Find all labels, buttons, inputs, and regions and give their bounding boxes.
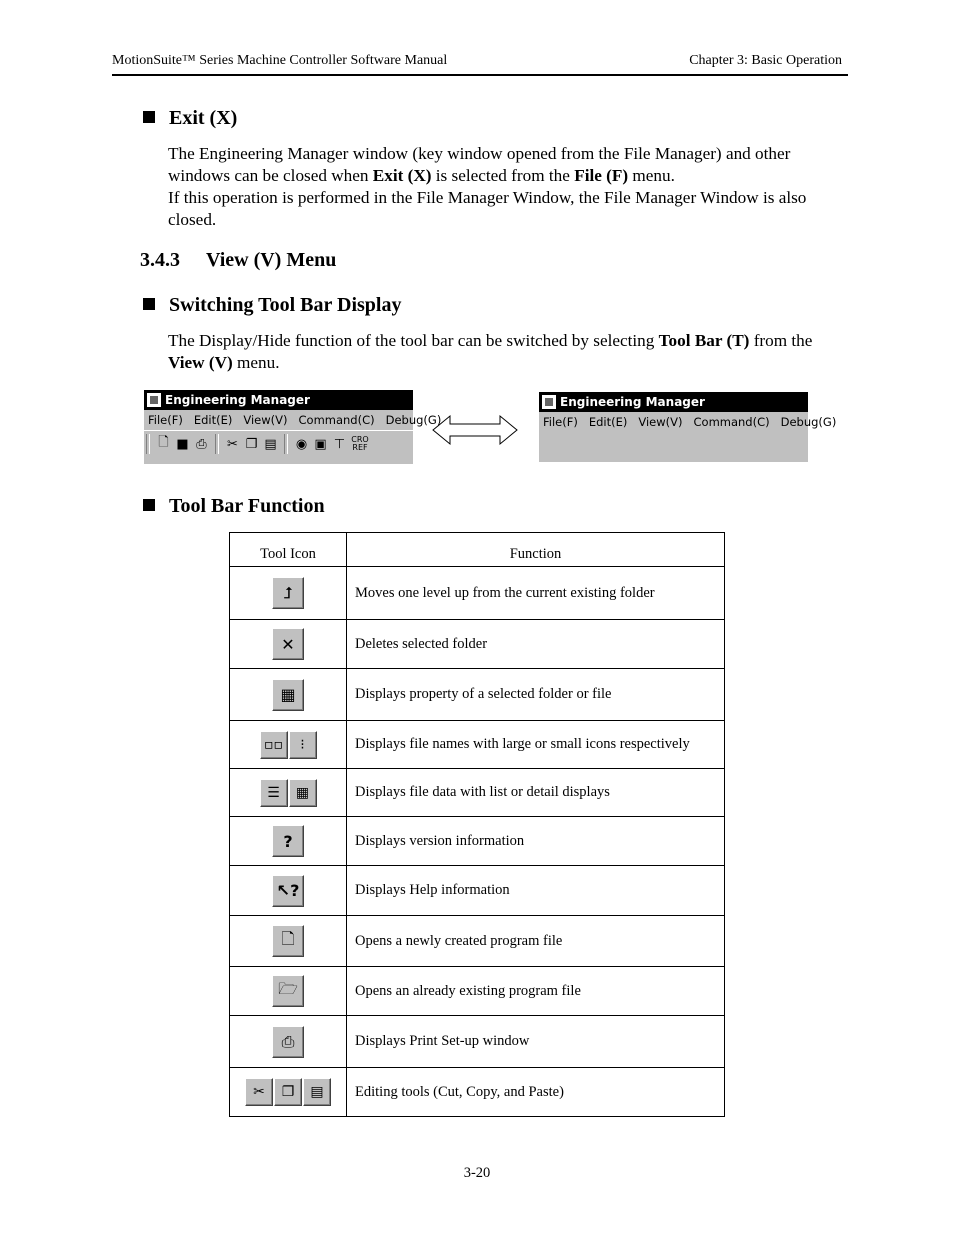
header-rule xyxy=(112,74,848,76)
open-file-icon: 🗁 xyxy=(272,975,304,1007)
menu-bar xyxy=(539,412,837,432)
exit-paragraph: The Engineering Manager window (key window opened from the File Manager) and other windows can be closed when Exit (X) is selected from the File (F) menu. If this operation is performed in the File Manager Window, the File Manager Window is also closed. xyxy=(168,144,807,229)
copy-icon: ❐ xyxy=(274,1078,302,1106)
function-cell: Displays file data with list or detail displays xyxy=(347,769,725,817)
table-row xyxy=(230,817,725,866)
switching-heading: Switching Tool Bar Display xyxy=(143,294,401,317)
table-row xyxy=(230,967,725,1016)
app-icon xyxy=(147,393,161,407)
menu-view[interactable]: View(V) xyxy=(243,413,288,427)
exit-heading: Exit (X) xyxy=(143,107,237,130)
menu-bar xyxy=(144,410,442,430)
large-icons-icon: ▫▫ xyxy=(260,731,288,759)
function-cell: Deletes selected folder xyxy=(347,620,725,669)
cut-icon: ✂ xyxy=(245,1078,273,1106)
toolbar-function-table xyxy=(229,532,725,1117)
column-header-tool-icon: Tool Icon xyxy=(230,533,347,567)
table-row xyxy=(230,769,725,817)
detail-icon: ▦ xyxy=(289,779,317,807)
cut-icon[interactable]: ✂ xyxy=(227,436,238,452)
function-cell: Displays Print Set-up window xyxy=(347,1016,725,1068)
function-cell: Displays Help information xyxy=(347,866,725,916)
switching-paragraph: The Display/Hide function of the tool bar can be switched by selecting Tool Bar (T) from the View (V) menu. xyxy=(168,331,813,372)
version-icon: ? xyxy=(272,825,304,857)
print-icon: ⎙ xyxy=(272,1026,304,1058)
running-header-title: MotionSuite™ Series Machine Controller Software Manual xyxy=(112,53,448,68)
compile-icon[interactable]: ◉ xyxy=(295,436,308,452)
function-cell: Moves one level up from the current existing folder xyxy=(347,567,725,620)
small-icons-icon: ⁝ xyxy=(289,731,317,759)
screenshot-with-toolbar xyxy=(144,390,442,464)
function-cell: Opens a newly created program file xyxy=(347,916,725,967)
menu-edit[interactable]: Edit(E) xyxy=(588,415,628,429)
table-row xyxy=(230,1068,725,1117)
square-bullet-icon xyxy=(143,499,155,511)
function-cell: Editing tools (Cut, Copy, and Paste) xyxy=(347,1068,725,1117)
page-number: 3-20 xyxy=(463,1165,491,1181)
function-cell: Opens an already existing program file xyxy=(347,967,725,1016)
cut-copy-paste-icon xyxy=(230,1068,347,1117)
properties-icon: ▦ xyxy=(272,679,304,711)
toolbar-grip xyxy=(146,434,150,454)
copy-icon[interactable]: ❐ xyxy=(245,436,258,452)
toolbar-separator xyxy=(284,434,288,454)
square-bullet-icon xyxy=(143,298,155,310)
folder-up-icon: ⮥ xyxy=(272,577,304,609)
table-row xyxy=(230,567,725,620)
table-row xyxy=(230,620,725,669)
menu-debug[interactable]: Debug(G) xyxy=(780,415,837,429)
menu-file[interactable]: File(F) xyxy=(543,415,578,429)
table-row xyxy=(230,916,725,967)
cross-ref-icon[interactable]: CRO REF xyxy=(351,435,369,452)
table-row xyxy=(230,1016,725,1068)
new-file-icon: 🗋 xyxy=(272,925,304,957)
menu-command[interactable]: Command(C) xyxy=(298,413,375,427)
function-cell: Displays property of a selected folder or file xyxy=(347,669,725,721)
table-row xyxy=(230,669,725,721)
trace-icon[interactable]: ⊤ xyxy=(333,436,346,452)
paste-icon[interactable]: ▤ xyxy=(264,436,277,452)
square-bullet-icon xyxy=(143,111,155,123)
menu-debug[interactable]: Debug(G) xyxy=(385,413,442,427)
table-row xyxy=(230,721,725,769)
new-icon[interactable]: 🗋 xyxy=(158,435,169,450)
function-cell: Displays file names with large or small icons respectively xyxy=(347,721,725,769)
toolbar-function-heading: Tool Bar Function xyxy=(143,495,325,518)
menu-file[interactable]: File(F) xyxy=(148,413,183,427)
running-header-chapter: Chapter 3: Basic Operation xyxy=(689,53,842,68)
app-icon xyxy=(542,395,556,409)
window-title-bar: Engineering Manager xyxy=(539,392,808,412)
list-detail-icon xyxy=(230,769,347,817)
subsection-heading: 3.4.3 View (V) Menu xyxy=(140,249,337,271)
paste-icon: ▤ xyxy=(303,1078,331,1106)
screenshot-without-toolbar xyxy=(539,392,837,462)
function-cell: Displays version information xyxy=(347,817,725,866)
print-icon[interactable]: ⎙ xyxy=(196,436,207,452)
menu-edit[interactable]: Edit(E) xyxy=(193,413,233,427)
menu-command[interactable]: Command(C) xyxy=(693,415,770,429)
menu-view[interactable]: View(V) xyxy=(638,415,683,429)
transfer-icon[interactable]: ▣ xyxy=(314,436,327,452)
large-small-icons-icon xyxy=(230,721,347,769)
delete-icon: ✕ xyxy=(272,628,304,660)
table-row xyxy=(230,866,725,916)
column-header-function: Function xyxy=(347,533,725,567)
toolbar xyxy=(144,430,413,457)
list-icon: ☰ xyxy=(260,779,288,807)
table-header-row xyxy=(230,533,725,567)
double-arrow-icon xyxy=(432,414,518,446)
save-icon[interactable]: ■ xyxy=(176,436,189,452)
window-title-bar: Engineering Manager xyxy=(144,390,413,410)
help-icon: ↖? xyxy=(272,875,304,907)
toolbar-separator xyxy=(215,434,219,454)
